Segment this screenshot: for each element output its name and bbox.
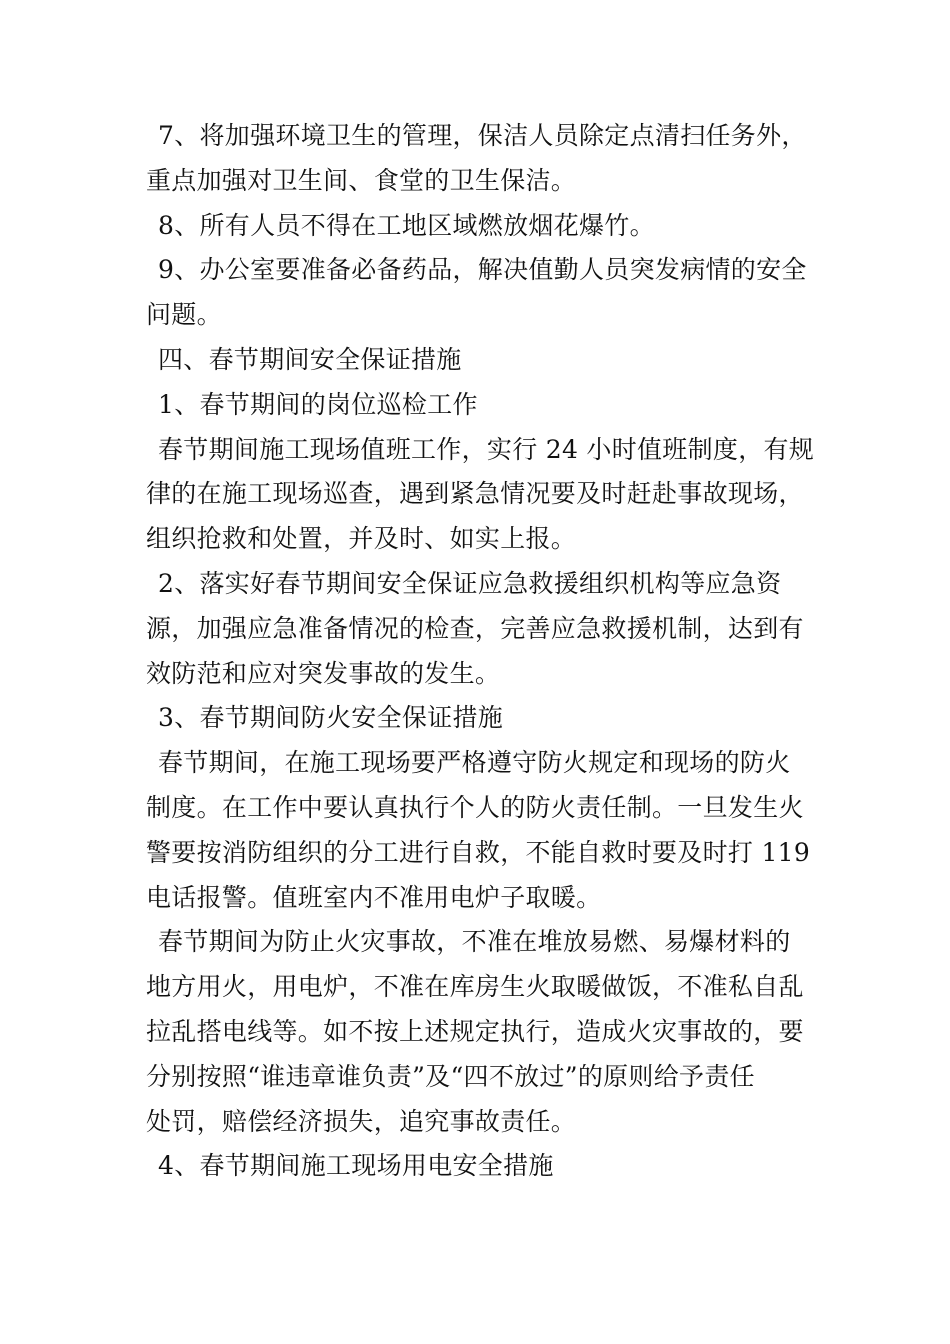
section-heading: 四、春节期间安全保证措施 <box>158 344 462 374</box>
subsection-heading: 4、春节期间施工现场用电安全措施 <box>158 1151 554 1181</box>
paragraph-line: 春节期间施工现场值班工作，实行 24 小时值班制度，有规 <box>158 434 815 464</box>
paragraph-line: 律的在施工现场巡查，遇到紧急情况要及时赶赴事故现场， <box>146 479 804 509</box>
paragraph-line: 组织抢救和处置，并及时、如实上报。 <box>146 524 577 554</box>
paragraph-line: 春节期间为防止火灾事故，不准在堆放易燃、易爆材料的 <box>158 927 791 957</box>
paragraph-line: 处罚，赔偿经济损失，追究事故责任。 <box>146 1106 577 1136</box>
paragraph-line: 警要按消防组织的分工进行自救，不能自救时要及时打 119 <box>146 837 811 867</box>
paragraph-line: 地方用火，用电炉，不准在库房生火取暖做饭，不准私自乱 <box>146 972 804 1002</box>
paragraph-line: 8、所有人员不得在工地区域燃放烟花爆竹。 <box>158 210 655 240</box>
paragraph-line: 9、办公室要准备必备药品，解决值勤人员突发病情的安全 <box>158 255 807 285</box>
paragraph-line: 电话报警。值班室内不准用电炉子取暖。 <box>146 882 602 912</box>
paragraph-line: 重点加强对卫生间、食堂的卫生保洁。 <box>146 165 577 195</box>
document-body <box>146 114 846 1189</box>
paragraph-line: 2、落实好春节期间安全保证应急救援组织机构等应急资 <box>158 568 782 598</box>
paragraph-line: 春节期间，在施工现场要严格遵守防火规定和现场的防火 <box>158 748 791 778</box>
paragraph-line: 7、将加强环境卫生的管理，保洁人员除定点清扫任务外， <box>158 121 807 150</box>
paragraph-line: 拉乱搭电线等。如不按上述规定执行，造成火灾事故的，要 <box>146 1016 804 1046</box>
subsection-heading: 3、春节期间防火安全保证措施 <box>158 703 504 733</box>
paragraph-line: 效防范和应对突发事故的发生。 <box>146 658 501 688</box>
paragraph-line: 问题。 <box>146 300 222 330</box>
paragraph-line: 源，加强应急准备情况的检查，完善应急救援机制，达到有 <box>146 613 804 643</box>
paragraph-line: 分别按照“谁违章谁负责”及“四不放过”的原则给予责任 <box>146 1061 755 1091</box>
paragraph-line: 制度。在工作中要认真执行个人的防火责任制。一旦发生火 <box>146 792 804 822</box>
subsection-heading: 1、春节期间的岗位巡检工作 <box>158 389 478 419</box>
